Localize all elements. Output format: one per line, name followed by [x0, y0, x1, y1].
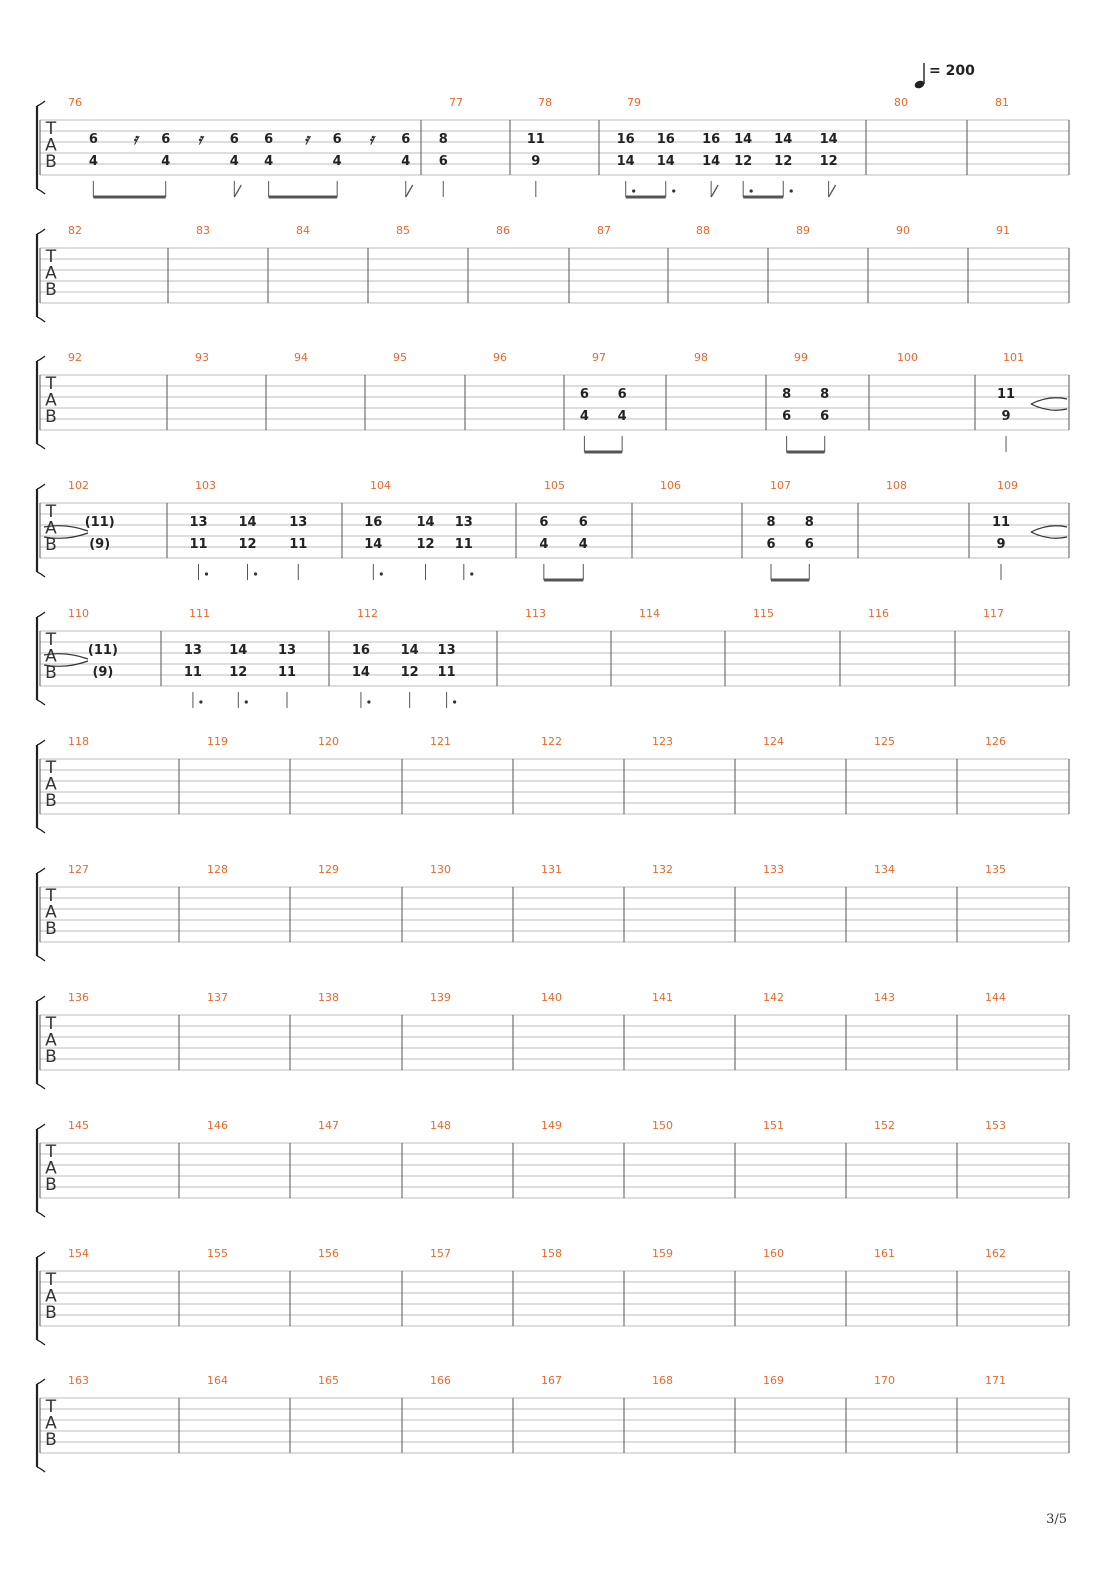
- measure-number: 119: [207, 735, 228, 748]
- tab-clef-letter: A: [45, 390, 57, 411]
- measure-number: 166: [430, 1374, 451, 1387]
- fret-number: 6: [264, 132, 274, 147]
- fret-number: 6: [161, 132, 171, 147]
- measure-number: 151: [763, 1119, 784, 1132]
- duration-dot: [632, 189, 635, 192]
- fret-number: 8: [804, 515, 814, 530]
- measure-number: 155: [207, 1247, 228, 1260]
- tab-system: [37, 1119, 1069, 1217]
- system-brace: [37, 700, 45, 705]
- measure-number: 103: [195, 479, 216, 492]
- measure-number: 88: [696, 224, 710, 237]
- fret-number: 6: [578, 515, 588, 530]
- system-brace: [37, 572, 45, 577]
- tab-system: [37, 863, 1069, 961]
- sixteenth-rest: 𝄿: [369, 130, 374, 148]
- fret-number: 11: [991, 515, 1011, 530]
- fret-number: 11: [437, 665, 456, 680]
- tab-system: [37, 735, 1069, 833]
- system-brace: [37, 1379, 45, 1384]
- tab-clef-letter: T: [45, 1142, 57, 1162]
- measure-number: 114: [639, 607, 660, 620]
- tab-clef-letter: A: [45, 518, 57, 539]
- measure-number: 147: [318, 1119, 339, 1132]
- measure-number: 167: [541, 1374, 562, 1387]
- fret-number: 14: [656, 154, 675, 169]
- measure-number: 153: [985, 1119, 1006, 1132]
- tab-system: [37, 991, 1069, 1089]
- tab-clef-letter: A: [45, 263, 57, 284]
- tempo-marking: [914, 63, 976, 90]
- tab-system: [37, 351, 1069, 452]
- fret-number: (9): [92, 665, 114, 680]
- fret-number: 9: [1001, 409, 1011, 424]
- system-brace: [37, 101, 45, 106]
- measure-number: 117: [983, 607, 1004, 620]
- tab-clef-letter: B: [45, 1175, 57, 1195]
- tab-clef-letter: B: [45, 152, 57, 172]
- fret-number: 14: [819, 132, 838, 147]
- measure-number: 121: [430, 735, 451, 748]
- fret-number: 4: [264, 154, 274, 169]
- system-brace: [37, 996, 45, 1001]
- fret-number: 4: [88, 154, 98, 169]
- tab-clef-letter: B: [45, 1047, 57, 1067]
- page-number: 3/5: [1046, 1512, 1067, 1527]
- fret-number: 6: [88, 132, 98, 147]
- fret-number: 6: [438, 154, 448, 169]
- fret-number: 12: [229, 665, 248, 680]
- note-flag: [234, 185, 241, 197]
- fret-number: 6: [766, 537, 776, 552]
- fret-number: 12: [774, 154, 793, 169]
- fret-number: 6: [332, 132, 342, 147]
- fret-number: 14: [702, 154, 721, 169]
- fret-number: 13: [437, 643, 456, 658]
- measure-number: 96: [493, 351, 507, 364]
- measure-number: 98: [694, 351, 708, 364]
- measure-number: 91: [996, 224, 1010, 237]
- duration-dot: [750, 189, 753, 192]
- tab-clef-letter: B: [45, 663, 57, 683]
- fret-number: 13: [277, 643, 297, 658]
- fret-number: (9): [89, 537, 111, 552]
- system-brace: [37, 444, 45, 449]
- measure-number: 116: [868, 607, 889, 620]
- duration-dot: [254, 572, 257, 575]
- fret-number: 14: [351, 665, 370, 680]
- fret-number: 14: [229, 643, 248, 658]
- measure-number: 118: [68, 735, 89, 748]
- measure-number: 128: [207, 863, 228, 876]
- fret-number: 16: [616, 132, 635, 147]
- note-flag: [406, 185, 413, 197]
- fret-number: 9: [996, 537, 1006, 552]
- fret-number: 14: [774, 132, 793, 147]
- measure-number: 100: [897, 351, 918, 364]
- measure-number: 158: [541, 1247, 562, 1260]
- fret-number: 11: [289, 537, 308, 552]
- measure-number: 165: [318, 1374, 339, 1387]
- note-flag: [829, 185, 836, 197]
- system-brace: [37, 1252, 45, 1257]
- measure-number: 84: [296, 224, 310, 237]
- tab-system: [37, 224, 1069, 322]
- measure-number: 140: [541, 991, 562, 1004]
- measure-number: 124: [763, 735, 784, 748]
- tab-clef-letter: A: [45, 1158, 57, 1179]
- tab-clef-letter: A: [45, 135, 57, 156]
- tab-clef-letter: T: [45, 1397, 57, 1417]
- fret-number: 6: [617, 387, 627, 402]
- system-brace: [37, 1212, 45, 1217]
- measure-number: 107: [770, 479, 791, 492]
- fret-number: 4: [332, 154, 342, 169]
- measure-number: 86: [496, 224, 510, 237]
- fret-number: 16: [702, 132, 721, 147]
- measure-number: 76: [68, 96, 82, 109]
- fret-number: 4: [578, 537, 588, 552]
- fret-number: 11: [183, 665, 202, 680]
- system-brace: [37, 956, 45, 961]
- measure-number: 146: [207, 1119, 228, 1132]
- fret-number: 4: [617, 409, 627, 424]
- tie-arc: [1031, 404, 1067, 410]
- system-brace: [37, 356, 45, 361]
- note-flag: [711, 185, 718, 197]
- measure-number: 104: [370, 479, 391, 492]
- measure-number: 162: [985, 1247, 1006, 1260]
- measure-number: 163: [68, 1374, 89, 1387]
- tab-clef-letter: A: [45, 1030, 57, 1051]
- measure-number: 83: [196, 224, 210, 237]
- measure-number: 92: [68, 351, 82, 364]
- system-brace: [37, 1124, 45, 1129]
- measure-number: 115: [753, 607, 774, 620]
- measure-number: 106: [660, 479, 681, 492]
- duration-dot: [199, 700, 202, 703]
- measure-number: 142: [763, 991, 784, 1004]
- fret-number: 8: [782, 387, 792, 402]
- tab-clef-letter: T: [45, 1270, 57, 1290]
- measure-number: 159: [652, 1247, 673, 1260]
- tab-clef-letter: A: [45, 774, 57, 795]
- measure-number: 97: [592, 351, 606, 364]
- measure-number: 93: [195, 351, 209, 364]
- measure-number: 99: [794, 351, 808, 364]
- fret-number: 12: [734, 154, 753, 169]
- fret-number: 14: [616, 154, 635, 169]
- measure-number: 160: [763, 1247, 784, 1260]
- measure-number: 130: [430, 863, 451, 876]
- system-brace: [37, 484, 45, 489]
- duration-dot: [205, 572, 208, 575]
- fret-number: 4: [539, 537, 549, 552]
- system-brace: [37, 317, 45, 322]
- tab-system: [37, 607, 1069, 708]
- measure-number: 154: [68, 1247, 89, 1260]
- measure-number: 129: [318, 863, 339, 876]
- fret-number: 6: [229, 132, 239, 147]
- measure-number: 152: [874, 1119, 895, 1132]
- tab-clef-letter: T: [45, 374, 57, 394]
- measure-number: 136: [68, 991, 89, 1004]
- sixteenth-rest: 𝄿: [132, 130, 138, 148]
- measure-number: 113: [525, 607, 546, 620]
- tab-clef-letter: A: [45, 1286, 57, 1307]
- tab-clef-letter: T: [45, 247, 57, 267]
- measure-number: 77: [449, 96, 463, 109]
- quarter-note-icon: [914, 63, 926, 90]
- measure-number: 120: [318, 735, 339, 748]
- measure-number: 111: [189, 607, 210, 620]
- system-brace: [37, 868, 45, 873]
- measure-number: 122: [541, 735, 562, 748]
- measure-number: 145: [68, 1119, 89, 1132]
- fret-number: 8: [766, 515, 776, 530]
- measure-number: 141: [652, 991, 673, 1004]
- measure-number: 82: [68, 224, 82, 237]
- tab-clef-letter: B: [45, 1430, 57, 1450]
- fret-number: 6: [579, 387, 589, 402]
- duration-dot: [380, 572, 383, 575]
- measure-number: 131: [541, 863, 562, 876]
- system-brace: [37, 828, 45, 833]
- fret-number: 12: [819, 154, 838, 169]
- fret-number: (11): [84, 515, 115, 530]
- tab-clef-letter: T: [45, 886, 57, 906]
- measure-number: 79: [627, 96, 641, 109]
- tie-arc: [1031, 532, 1067, 538]
- tab-clef-letter: B: [45, 280, 57, 300]
- fret-number: 14: [416, 515, 435, 530]
- tab-clef-letter: T: [45, 630, 57, 650]
- measure-number: 137: [207, 991, 228, 1004]
- staff-systems: [37, 96, 1069, 1472]
- measure-number: 169: [763, 1374, 784, 1387]
- measure-number: 143: [874, 991, 895, 1004]
- duration-dot: [367, 700, 370, 703]
- fret-number: 4: [401, 154, 411, 169]
- measure-number: 138: [318, 991, 339, 1004]
- measure-number: 112: [357, 607, 378, 620]
- fret-number: 16: [364, 515, 383, 530]
- measure-number: 171: [985, 1374, 1006, 1387]
- fret-number: 6: [539, 515, 549, 530]
- fret-number: 12: [400, 665, 419, 680]
- measure-number: 102: [68, 479, 89, 492]
- tab-clef-letter: T: [45, 758, 57, 778]
- tab-clef-letter: B: [45, 535, 57, 555]
- measure-number: 135: [985, 863, 1006, 876]
- fret-number: 12: [238, 537, 257, 552]
- tie-arc: [1031, 526, 1067, 532]
- duration-dot: [790, 189, 793, 192]
- measure-number: 134: [874, 863, 895, 876]
- measure-number: 157: [430, 1247, 451, 1260]
- tab-system: [37, 479, 1069, 580]
- measure-number: 110: [68, 607, 89, 620]
- system-brace: [37, 740, 45, 745]
- measure-number: 123: [652, 735, 673, 748]
- measure-number: 81: [995, 96, 1009, 109]
- tab-clef-letter: B: [45, 1303, 57, 1323]
- tab-clef-letter: B: [45, 919, 57, 939]
- tab-clef-letter: A: [45, 1413, 57, 1434]
- fret-number: 11: [454, 537, 473, 552]
- tab-clef-letter: B: [45, 407, 57, 427]
- measure-number: 94: [294, 351, 308, 364]
- fret-number: 11: [189, 537, 208, 552]
- tab-clef-letter: A: [45, 902, 57, 923]
- fret-number: 9: [531, 154, 541, 169]
- fret-number: 4: [579, 409, 589, 424]
- measure-number: 156: [318, 1247, 339, 1260]
- system-brace: [37, 1084, 45, 1089]
- tie-arc: [1031, 398, 1067, 404]
- fret-number: 6: [804, 537, 814, 552]
- fret-number: 13: [189, 515, 208, 530]
- measure-number: 109: [997, 479, 1018, 492]
- measure-number: 150: [652, 1119, 673, 1132]
- system-brace: [37, 229, 45, 234]
- measure-number: 133: [763, 863, 784, 876]
- measure-number: 127: [68, 863, 89, 876]
- measure-number: 164: [207, 1374, 228, 1387]
- measure-number: 161: [874, 1247, 895, 1260]
- fret-number: 11: [277, 665, 297, 680]
- measure-number: 144: [985, 991, 1006, 1004]
- fret-number: 8: [820, 387, 830, 402]
- measure-number: 85: [396, 224, 410, 237]
- tab-clef-letter: T: [45, 1014, 57, 1034]
- fret-number: 14: [238, 515, 257, 530]
- measure-number: 126: [985, 735, 1006, 748]
- measure-number: 108: [886, 479, 907, 492]
- tempo-value: = 200: [929, 63, 975, 79]
- fret-number: 13: [183, 643, 202, 658]
- measure-number: 170: [874, 1374, 895, 1387]
- measure-number: 132: [652, 863, 673, 876]
- tab-clef-letter: T: [45, 502, 57, 522]
- fret-number: 13: [289, 515, 308, 530]
- tab-system: [37, 96, 1069, 197]
- system-brace: [37, 189, 45, 194]
- fret-number: 16: [656, 132, 675, 147]
- fret-number: 11: [996, 387, 1016, 402]
- duration-dot: [672, 189, 675, 192]
- fret-number: 4: [161, 154, 171, 169]
- fret-number: 16: [351, 643, 370, 658]
- measure-number: 87: [597, 224, 611, 237]
- fret-number: 14: [734, 132, 753, 147]
- measure-number: 90: [896, 224, 910, 237]
- fret-number: 14: [400, 643, 419, 658]
- measure-number: 125: [874, 735, 895, 748]
- tab-clef-letter: B: [45, 791, 57, 811]
- duration-dot: [470, 572, 473, 575]
- measure-number: 149: [541, 1119, 562, 1132]
- measure-number: 105: [544, 479, 565, 492]
- fret-number: 6: [401, 132, 411, 147]
- system-brace: [37, 612, 45, 617]
- fret-number: 6: [820, 409, 830, 424]
- measure-number: 148: [430, 1119, 451, 1132]
- measure-number: 101: [1003, 351, 1024, 364]
- duration-dot: [453, 700, 456, 703]
- tab-clef-letter: T: [45, 119, 57, 139]
- measure-number: 80: [894, 96, 908, 109]
- tab-system: [37, 1247, 1069, 1345]
- fret-number: 14: [364, 537, 383, 552]
- fret-number: (11): [87, 643, 118, 658]
- tab-system: [37, 1374, 1069, 1472]
- measure-number: 95: [393, 351, 407, 364]
- sixteenth-rest: 𝄿: [197, 130, 203, 148]
- fret-number: 6: [782, 409, 792, 424]
- fret-number: 13: [454, 515, 473, 530]
- system-brace: [37, 1340, 45, 1345]
- fret-number: 8: [438, 132, 448, 147]
- fret-number: 11: [526, 132, 545, 147]
- duration-dot: [245, 700, 248, 703]
- measure-number: 139: [430, 991, 451, 1004]
- fret-number: 4: [229, 154, 239, 169]
- measure-number: 168: [652, 1374, 673, 1387]
- fret-number: 12: [416, 537, 435, 552]
- system-brace: [37, 1467, 45, 1472]
- measure-number: 78: [538, 96, 552, 109]
- tab-clef-letter: A: [45, 646, 57, 667]
- sixteenth-rest: 𝄿: [304, 130, 309, 148]
- measure-number: 89: [796, 224, 810, 237]
